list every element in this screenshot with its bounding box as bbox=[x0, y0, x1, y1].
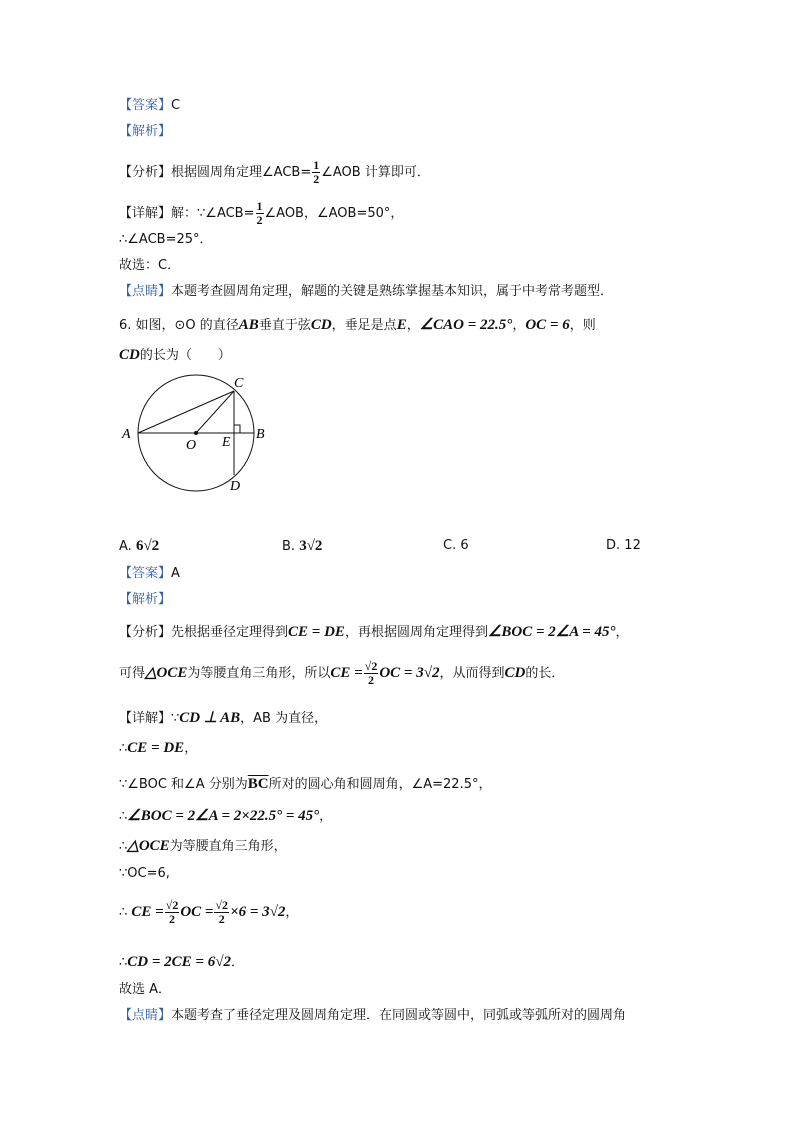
stem-text: 垂直于弦 bbox=[258, 318, 311, 333]
math-ce-result: ×6 = 3√2 bbox=[230, 904, 286, 920]
option-b bbox=[282, 538, 322, 555]
punctuation: ， bbox=[319, 809, 333, 824]
fenxi-post: ∠AOB 计算即可． bbox=[321, 165, 430, 180]
math-angle-boc-calc: ∠BOC = 2∠A = 2×22.5° = 45° bbox=[127, 808, 320, 824]
stem-text: ， bbox=[512, 318, 526, 333]
math-ce-de: CE = DE bbox=[127, 740, 185, 756]
q6-fenxi-line1 bbox=[119, 622, 628, 643]
q6-answer-line bbox=[119, 564, 180, 584]
answer-tag: 【答案】 bbox=[119, 98, 172, 113]
therefore-symbol: ∴ bbox=[119, 839, 128, 854]
q6-xiangjie-line3 bbox=[119, 774, 491, 795]
segment-oc bbox=[196, 391, 234, 433]
xiangjie-text: 为等腰直角三角形， bbox=[169, 839, 287, 854]
segment-ac bbox=[138, 391, 234, 433]
label-d: D bbox=[230, 479, 241, 494]
punctuation: ， bbox=[285, 905, 299, 920]
fenxi-text: 先根据垂径定理得到 bbox=[171, 625, 289, 640]
q6-choose-line: 故选 A． bbox=[119, 982, 172, 997]
math-oc-eq: OC = 3√2 bbox=[379, 665, 440, 681]
math-triangle-oce: △OCE bbox=[127, 838, 170, 854]
q6-xiangjie-line7 bbox=[119, 892, 298, 933]
stem-text: ，则 bbox=[569, 318, 596, 333]
fenxi-text: 的长． bbox=[525, 666, 565, 681]
sqrt2-over-2 bbox=[364, 660, 379, 687]
q5-answer-line bbox=[119, 96, 180, 116]
fraction-denominator: 2 bbox=[313, 172, 320, 186]
fenxi-pre: 根据圆周角定理∠ACB= bbox=[171, 165, 312, 180]
math-ce-de: CE = DE bbox=[288, 624, 345, 640]
dianjing-text: 本题考查圆周角定理，解题的关键是熟练掌握基本知识，属于中考常考题型． bbox=[171, 284, 614, 299]
label-c: C bbox=[234, 376, 244, 391]
fenxi-text: ，再根据圆周角定理得到 bbox=[344, 625, 488, 640]
q6-stem-line2 bbox=[119, 345, 231, 366]
half-fraction bbox=[312, 159, 320, 186]
option-value: 12 bbox=[624, 538, 641, 553]
q6-dianjing-line bbox=[119, 1006, 626, 1026]
fenxi-tag: 【分析】 bbox=[119, 165, 172, 180]
math-cd-perp-ab: CD ⊥ AB bbox=[179, 710, 241, 726]
label-b: B bbox=[256, 427, 265, 442]
fenxi-text: ， bbox=[615, 625, 629, 640]
math-e: E bbox=[396, 317, 407, 333]
stem-text: 6. 如图，⊙O 的直径 bbox=[119, 318, 239, 333]
because-symbol: ∵ bbox=[171, 711, 180, 726]
q5-fenxi-line bbox=[119, 158, 430, 188]
fraction-numerator: √2 bbox=[215, 898, 229, 912]
answer-value: A bbox=[171, 566, 180, 581]
q5-choose-line: 故选：C． bbox=[119, 258, 181, 273]
sqrt2-over-2 bbox=[165, 899, 180, 926]
q6-fenxi-line2 bbox=[119, 656, 564, 691]
fraction-numerator: √2 bbox=[364, 659, 378, 673]
math-cd: CD bbox=[310, 317, 332, 333]
half-fraction bbox=[256, 200, 264, 227]
option-value: 6√2 bbox=[135, 538, 160, 554]
stem-text: ，垂足是点 bbox=[331, 318, 397, 333]
analysis-tag: 【解析】 bbox=[119, 592, 172, 607]
fraction-numerator: 1 bbox=[313, 158, 320, 172]
xiangjie-text: ∵∠BOC 和∠A 分别为 bbox=[119, 777, 248, 792]
fenxi-text: ，从而得到 bbox=[439, 666, 505, 681]
dianjing-text: 本题考查了垂径定理及圆周角定理．在同圆或等圆中，同弧或等弧所对的圆周角 bbox=[171, 1008, 627, 1023]
fraction-denominator: 2 bbox=[368, 673, 375, 687]
option-value: 3√2 bbox=[299, 538, 323, 554]
fraction-denominator: 2 bbox=[256, 213, 263, 227]
label-e: E bbox=[222, 435, 231, 450]
fenxi-text: 为等腰直角三角形，所以 bbox=[187, 666, 331, 681]
q6-analysis-tag bbox=[119, 590, 171, 610]
stem-text: ， bbox=[406, 318, 420, 333]
q6-stem-line1 bbox=[119, 315, 596, 336]
fraction-numerator: 1 bbox=[256, 199, 263, 213]
sqrt2-over-2 bbox=[214, 899, 229, 926]
fraction-denominator: 2 bbox=[218, 912, 225, 926]
q5-therefore-line: ∴∠ACB=25°． bbox=[119, 232, 213, 247]
math-ab: AB bbox=[238, 317, 259, 333]
math-angle-cao: ∠CAO = 22.5° bbox=[419, 317, 513, 333]
option-value: 6 bbox=[460, 538, 469, 553]
therefore-symbol: ∴ bbox=[119, 955, 128, 970]
math-triangle-oce: △OCE bbox=[145, 665, 188, 681]
therefore-symbol: ∴ bbox=[119, 741, 128, 756]
math-oc: OC = 6 bbox=[525, 317, 570, 333]
option-d bbox=[606, 538, 641, 553]
math-ce-lhs: CE = bbox=[131, 904, 164, 920]
center-point bbox=[194, 431, 198, 435]
analysis-tag: 【解析】 bbox=[119, 124, 172, 139]
q5-xiangjie-line bbox=[119, 199, 403, 229]
punctuation: ， bbox=[184, 741, 198, 756]
xiangjie-text: 所对的圆心角和圆周角，∠A=22.5°， bbox=[268, 777, 492, 792]
option-letter: B. bbox=[282, 539, 296, 554]
xiangjie-tag: 【详解】 bbox=[119, 711, 172, 726]
q5-dianjing-line bbox=[119, 282, 613, 302]
option-letter: C. bbox=[443, 538, 457, 553]
stem-text: 的长为（ ） bbox=[139, 348, 231, 363]
fraction-denominator: 2 bbox=[169, 912, 176, 926]
math-cd: CD bbox=[504, 665, 526, 681]
q6-xiangjie-line5 bbox=[119, 836, 287, 857]
punctuation: ． bbox=[230, 955, 244, 970]
q6-xiangjie-line4 bbox=[119, 806, 332, 827]
math-ce-lhs: CE = bbox=[330, 665, 363, 681]
xiangjie-post: ∠AOB，∠AOB=50°， bbox=[264, 206, 404, 221]
xiangjie-tag: 【详解】 bbox=[119, 206, 172, 221]
math-oc-mid: OC = bbox=[180, 904, 214, 920]
xiangjie-text: ，AB 为直径， bbox=[240, 711, 328, 726]
math-angle-boc: ∠BOC = 2∠A = 45° bbox=[487, 624, 616, 640]
xiangjie-pre: 解：∵∠ACB= bbox=[171, 206, 255, 221]
q6-xiangjie-line1 bbox=[119, 708, 327, 729]
fenxi-text: 可得 bbox=[119, 666, 146, 681]
math-cd: CD bbox=[119, 347, 140, 363]
option-c bbox=[443, 538, 469, 553]
therefore-symbol: ∴ bbox=[119, 905, 128, 920]
therefore-symbol: ∴ bbox=[119, 809, 128, 824]
q6-xiangjie-line2 bbox=[119, 738, 197, 759]
option-letter: D. bbox=[606, 538, 621, 553]
answer-tag: 【答案】 bbox=[119, 566, 172, 581]
q6-xiangjie-line6: ∵OC=6, bbox=[119, 866, 170, 881]
q6-xiangjie-line8 bbox=[119, 952, 244, 973]
fraction-numerator: √2 bbox=[165, 898, 179, 912]
math-cd-calc: CD = 2CE = 6√2 bbox=[127, 954, 231, 970]
math-arc-bc: $\overline{BC}$ bbox=[247, 776, 269, 792]
label-a: A bbox=[122, 427, 131, 442]
q5-analysis-tag bbox=[119, 122, 171, 142]
option-letter: A. bbox=[119, 539, 132, 554]
dianjing-tag: 【点睛】 bbox=[119, 284, 172, 299]
label-o: O bbox=[186, 438, 197, 453]
dianjing-tag: 【点睛】 bbox=[119, 1008, 172, 1023]
option-a bbox=[119, 538, 159, 555]
right-angle-mark bbox=[234, 425, 240, 433]
circle-figure bbox=[118, 372, 288, 498]
answer-value: C bbox=[171, 98, 181, 113]
fenxi-tag: 【分析】 bbox=[119, 625, 172, 640]
